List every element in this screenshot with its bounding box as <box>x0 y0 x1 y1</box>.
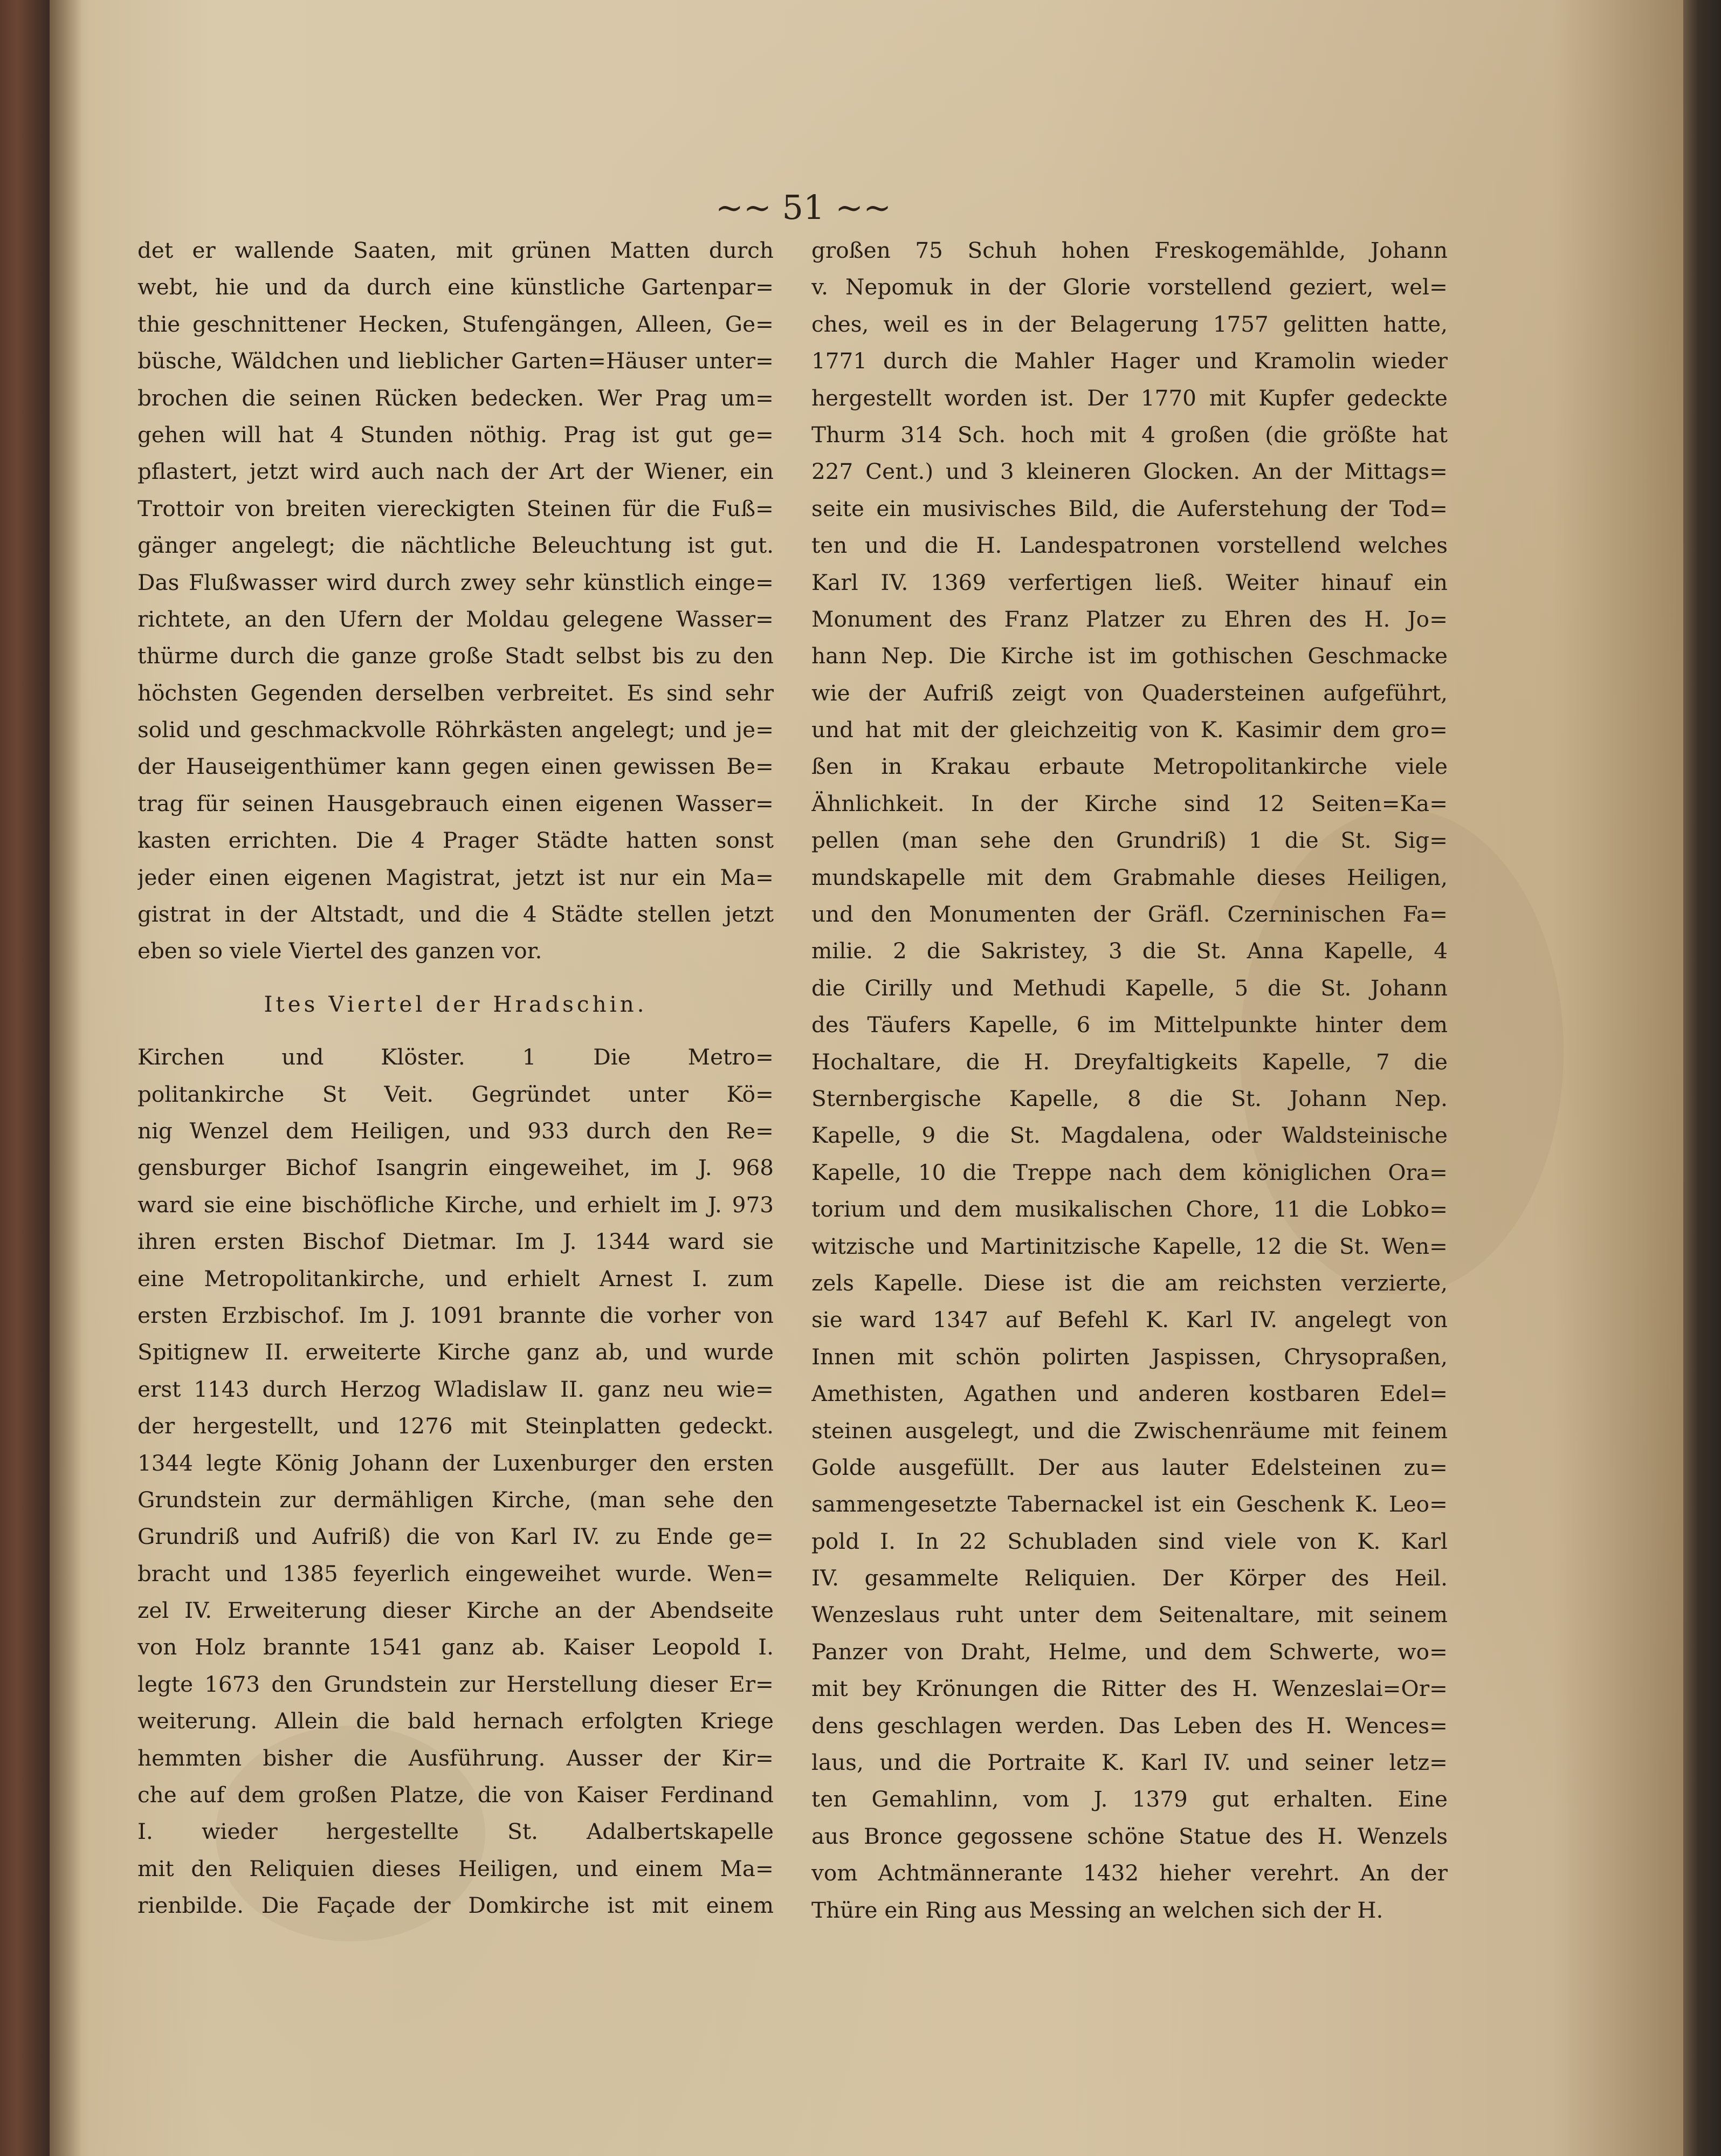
text-line: hemmten bisher die Ausführung. Ausser der Kir= <box>137 1745 774 1771</box>
text-line: Thüre ein Ring aus Messing an welchen sich der H. <box>811 1897 1383 1923</box>
text-line: Kapelle, 9 die St. Magdalena, oder Waldsteinische <box>811 1122 1448 1149</box>
gutter-shadow <box>50 0 82 2156</box>
text-line: Spitignew II. erweiterte Kirche ganz ab, und wurde <box>137 1339 774 1365</box>
paragraph-spacer <box>137 970 774 986</box>
text-line: Kapelle, 10 die Treppe nach dem königlichen Ora= <box>811 1159 1448 1185</box>
text-line: det er wallende Saaten, mit grünen Matten durch <box>137 237 774 263</box>
text-line: Amethisten, Agathen und anderen kostbaren Edel= <box>811 1381 1448 1407</box>
text-line: pold I. In 22 Schubladen sind viele von K. Karl <box>811 1528 1448 1554</box>
text-line: ten und die H. Landespatronen vorstellend welches <box>811 532 1448 559</box>
section-heading: Ites Viertel der Hradschin. <box>264 991 648 1017</box>
text-line: hann Nep. Die Kirche ist im gothischen Geschmacke <box>811 643 1448 669</box>
text-line: gensburger Bichof Isangrin eingeweihet, im J. 968 <box>137 1155 774 1181</box>
text-line: Trottoir von breiten viereckigten Steinen für die Fuß= <box>137 495 774 521</box>
text-line: pflastert, jetzt wird auch nach der Art der Wiener, ein <box>137 458 774 485</box>
text-line: nig Wenzel dem Heiligen, und 933 durch den Re= <box>137 1117 774 1144</box>
text-line: zels Kapelle. Diese ist die am reichsten verzierte, <box>811 1269 1448 1296</box>
text-line: zel IV. Erweiterung dieser Kirche an der Abendseite <box>137 1597 774 1624</box>
text-line: sammengesetzte Tabernackel ist ein Geschenk K. Leo= <box>811 1491 1448 1518</box>
text-line: seite ein musivisches Bild, die Auferstehung der Tod= <box>811 495 1448 521</box>
text-line: dens geschlagen werden. Das Leben des H. Wences= <box>811 1712 1448 1739</box>
text-line: die Cirilly und Methudi Kapelle, 5 die St. Johann <box>811 974 1448 1001</box>
page-header <box>701 183 906 232</box>
text-line: kasten errichten. Die 4 Prager Städte hatten sonst <box>137 827 774 854</box>
text-line: mit den Reliquien dieses Heiligen, und einem Ma= <box>137 1855 774 1882</box>
text-line: aus Bronce gegossene schöne Statue des H. Wenzels <box>811 1823 1448 1849</box>
text-line: sie ward 1347 auf Befehl K. Karl IV. angelegt von <box>811 1307 1448 1333</box>
text-line: Golde ausgefüllt. Der aus lauter Edelsteinen zu= <box>811 1454 1448 1480</box>
text-line: weiterung. Allein die bald hernach erfolgten Kriege <box>137 1708 774 1734</box>
text-line: laus, und die Portraite K. Karl IV. und seiner letz= <box>811 1749 1448 1776</box>
page-right-edge <box>1683 0 1721 2156</box>
text-line: höchsten Gegenden derselben verbreitet. Es sind sehr <box>137 679 774 706</box>
text-line: 1344 legte König Johann der Luxenburger den ersten <box>137 1450 774 1476</box>
text-line: thürme durch die ganze große Stadt selbst bis zu den <box>137 643 774 669</box>
text-line: v. Nepomuk in der Glorie vorstellend geziert, wel= <box>811 274 1448 300</box>
text-line: der hergestellt, und 1276 mit Steinplatten gedeckt. <box>137 1413 774 1439</box>
text-line: Sternbergische Kapelle, 8 die St. Johann Nep. <box>811 1085 1448 1111</box>
text-line: vom Achtmännerante 1432 hieher verehrt. An der <box>811 1860 1448 1886</box>
text-line: Karl IV. 1369 verfertigen ließ. Weiter hinauf ein <box>811 569 1448 595</box>
paragraph-spacer <box>137 1022 774 1039</box>
text-line: großen 75 Schuh hohen Freskogemählde, Johann <box>811 237 1448 263</box>
text-line: ßen in Krakau erbaute Metropolitankirche viele <box>811 753 1448 780</box>
text-line: politankirche St Veit. Gegründet unter Kö= <box>137 1081 774 1107</box>
text-line: trag für seinen Hausgebrauch einen eigenen Wasser= <box>137 790 774 816</box>
text-line: 1771 durch die Mahler Hager und Kramolin wieder <box>811 348 1448 374</box>
text-line: thie geschnittener Hecken, Stufengängen, Alleen, Ge= <box>137 311 774 337</box>
text-line: gehen will hat 4 Stunden nöthig. Prag ist gut ge= <box>137 421 774 448</box>
text-line: mundskapelle mit dem Grabmahle dieses Heiligen, <box>811 864 1448 890</box>
text-line: torium und dem musikalischen Chore, 11 die Lobko= <box>811 1196 1448 1223</box>
text-line: von Holz brannte 1541 ganz ab. Kaiser Leopold I. <box>137 1634 774 1660</box>
text-line: richtete, an den Ufern der Moldau gelegene Wasser= <box>137 606 774 632</box>
text-line: gänger angelegt; die nächtliche Beleuchtung ist gut. <box>137 532 774 559</box>
text-line: witzische und Martinitzische Kapelle, 12 die St. Wen= <box>811 1233 1448 1259</box>
text-line: hergestellt worden ist. Der 1770 mit Kupfer gedeckte <box>811 384 1448 411</box>
text-line: Hochaltare, die H. Dreyfaltigkeits Kapelle, 7 die <box>811 1048 1448 1075</box>
text-line: Das Flußwasser wird durch zwey sehr künstlich einge= <box>137 569 774 595</box>
text-line: Ähnlichkeit. In der Kirche sind 12 Seiten=Ka= <box>811 790 1448 816</box>
text-line: che auf dem großen Platze, die von Kaiser Ferdinand <box>137 1782 774 1808</box>
text-line: büsche, Wäldchen und lieblicher Garten=Häuser unter= <box>137 348 774 374</box>
text-line: eine Metropolitankirche, und erhielt Arnest I. zum <box>137 1265 774 1292</box>
text-line: wie der Aufriß zeigt von Quadersteinen aufgeführt, <box>811 679 1448 706</box>
text-line: ersten Erzbischof. Im J. 1091 brannte die vorher von <box>137 1302 774 1328</box>
text-line: I. wieder hergestellte St. Adalbertskapelle <box>137 1818 774 1845</box>
text-line: legte 1673 den Grundstein zur Herstellung dieser Er= <box>137 1671 774 1697</box>
text-line: eben so viele Viertel des ganzen vor. <box>137 938 542 964</box>
text-line: solid und geschmackvolle Röhrkästen angelegt; und je= <box>137 717 774 743</box>
text-column-left <box>137 232 774 1924</box>
text-line: Innen mit schön polirten Jaspissen, Chrysopraßen, <box>811 1343 1448 1370</box>
text-line: gistrat in der Altstadt, und die 4 Städte stellen jetzt <box>137 901 774 928</box>
text-line: IV. gesammelte Reliquien. Der Körper des Heil. <box>811 1565 1448 1591</box>
text-line: der Hauseigenthümer kann gegen einen gewissen Be= <box>137 753 774 780</box>
text-line: 227 Cent.) und 3 kleineren Glocken. An der Mittags= <box>811 458 1448 485</box>
text-line: Kirchen und Klöster. 1 Die Metro= <box>137 1044 774 1070</box>
header-ornament-left: ~~ <box>715 188 772 227</box>
page-number: 51 <box>782 188 825 227</box>
text-line: Thurm 314 Sch. hoch mit 4 großen (die größte hat <box>811 421 1448 448</box>
text-line: Panzer von Draht, Helme, und dem Schwerte, wo= <box>811 1638 1448 1665</box>
text-line: rienbilde. Die Façade der Domkirche ist mit einem <box>137 1892 774 1919</box>
text-line: ten Gemahlinn, vom J. 1379 gut erhalten. Eine <box>811 1786 1448 1812</box>
text-line: jeder einen eigenen Magistrat, jetzt ist nur ein Ma= <box>137 864 774 890</box>
text-line: ward sie eine bischöfliche Kirche, und erhielt im J. 973 <box>137 1191 774 1218</box>
text-line: ihren ersten Bischof Dietmar. Im J. 1344 ward sie <box>137 1228 774 1255</box>
text-line: und den Monumenten der Gräfl. Czerninischen Fa= <box>811 901 1448 928</box>
text-column-right <box>811 232 1448 1928</box>
text-line: brochen die seinen Rücken bedecken. Wer Prag um= <box>137 384 774 411</box>
text-line: bracht und 1385 feyerlich eingeweihet wurde. Wen= <box>137 1560 774 1587</box>
text-line: milie. 2 die Sakristey, 3 die St. Anna Kapelle, 4 <box>811 938 1448 964</box>
header-ornament-right: ~~ <box>835 188 892 227</box>
text-line: Grundstein zur dermähligen Kirche, (man sehe den <box>137 1486 774 1513</box>
text-line: ches, weil es in der Belagerung 1757 gelitten hatte, <box>811 311 1448 337</box>
text-line: mit bey Krönungen die Ritter des H. Wenzeslai=Or= <box>811 1676 1448 1702</box>
text-line: und hat mit der gleichzeitig von K. Kasimir dem gro= <box>811 717 1448 743</box>
text-line: Monument des Franz Platzer zu Ehren des H. Jo= <box>811 606 1448 632</box>
text-line: des Täufers Kapelle, 6 im Mittelpunkte hinter dem <box>811 1012 1448 1038</box>
text-line: webt, hie und da durch eine künstliche Gartenpar= <box>137 274 774 300</box>
text-line: erst 1143 durch Herzog Wladislaw II. ganz neu wie= <box>137 1376 774 1402</box>
text-line: pellen (man sehe den Grundriß) 1 die St. Sig= <box>811 827 1448 854</box>
text-line: Wenzeslaus ruht unter dem Seitenaltare, mit seinem <box>811 1602 1448 1628</box>
text-line: steinen ausgelegt, und die Zwischenräume mit feinem <box>811 1417 1448 1444</box>
book-binding-edge <box>0 0 50 2156</box>
text-line: Grundriß und Aufriß) die von Karl IV. zu Ende ge= <box>137 1523 774 1550</box>
